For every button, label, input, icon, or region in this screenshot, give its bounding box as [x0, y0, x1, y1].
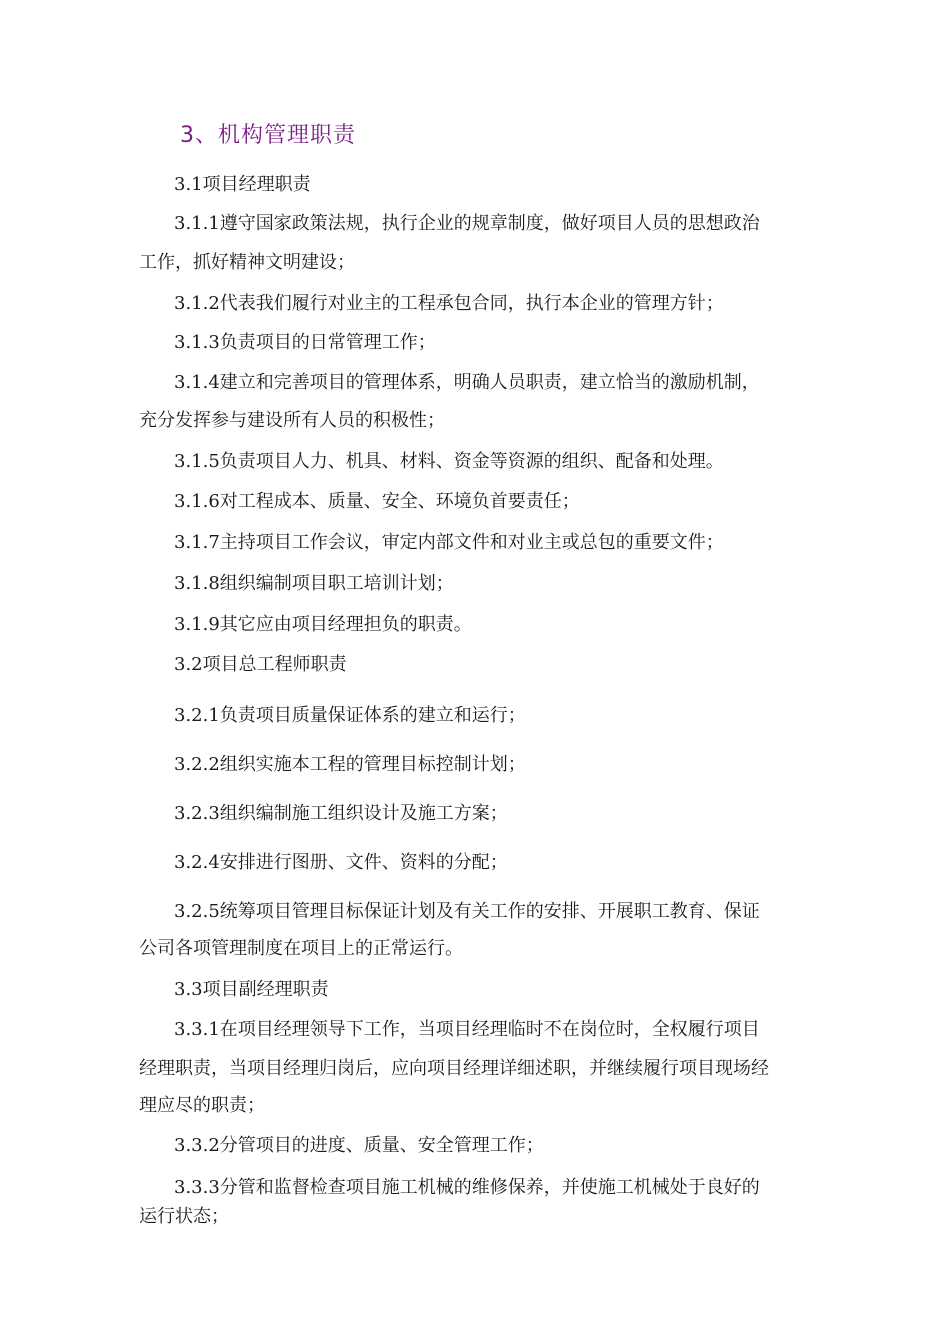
paragraph-line: 3.2.3组织编制施工组织设计及施工方案；	[174, 803, 508, 824]
paragraph-line: 3.2.4安排进行图册、文件、资料的分配；	[174, 852, 508, 873]
paragraph-line: 3.3.2分管项目的进度、质量、安全管理工作；	[174, 1135, 544, 1156]
paragraph-line: 运行状态；	[139, 1206, 229, 1227]
paragraph-line: 工作，抓好精神文明建设；	[139, 252, 355, 273]
paragraph-line: 3.1.2代表我们履行对业主的工程承包合同，执行本企业的管理方针；	[174, 293, 724, 314]
paragraph-line: 公司各项管理制度在项目上的正常运行。	[139, 938, 463, 959]
paragraph-line: 3.1.6对工程成本、质量、安全、环境负首要责任；	[174, 491, 580, 512]
paragraph-line: 3.1.8组织编制项目职工培训计划；	[174, 573, 454, 594]
paragraph-line: 3.2.1负责项目质量保证体系的建立和运行；	[174, 705, 526, 726]
paragraph-line: 3.3.3分管和监督检查项目施工机械的维修保养，并使施工机械处于良好的	[174, 1177, 760, 1198]
subsection-title: 3.3项目副经理职责	[174, 979, 329, 1000]
subsection-title: 3.2项目总工程师职责	[174, 654, 347, 675]
paragraph-line: 3.1.4建立和完善项目的管理体系，明确人员职责，建立恰当的激励机制，	[174, 372, 760, 393]
paragraph-line: 3.1.7主持项目工作会议，审定内部文件和对业主或总包的重要文件；	[174, 532, 724, 553]
section-heading: 3、机构管理职责	[180, 123, 356, 148]
paragraph-line: 3.2.2组织实施本工程的管理目标控制计划；	[174, 754, 526, 775]
paragraph-line: 3.1.3负责项目的日常管理工作；	[174, 332, 436, 353]
paragraph-line: 3.3.1在项目经理领导下工作，当项目经理临时不在岗位时，全权履行项目	[174, 1019, 760, 1040]
paragraph-line: 3.1.5负责项目人力、机具、材料、资金等资源的组织、配备和处理。	[174, 451, 724, 472]
paragraph-line: 3.1.9其它应由项目经理担负的职责。	[174, 614, 472, 635]
paragraph-line: 理应尽的职责；	[139, 1095, 265, 1116]
paragraph-line: 3.1.1遵守国家政策法规，执行企业的规章制度，做好项目人员的思想政治	[174, 213, 760, 234]
paragraph-line: 3.2.5统筹项目管理目标保证计划及有关工作的安排、开展职工教育、保证	[174, 901, 760, 922]
paragraph-line: 充分发挥参与建设所有人员的积极性；	[139, 410, 445, 431]
subsection-title: 3.1项目经理职责	[174, 174, 311, 195]
paragraph-line: 经理职责，当项目经理归岗后，应向项目经理详细述职，并继续履行项目现场经	[139, 1058, 769, 1079]
